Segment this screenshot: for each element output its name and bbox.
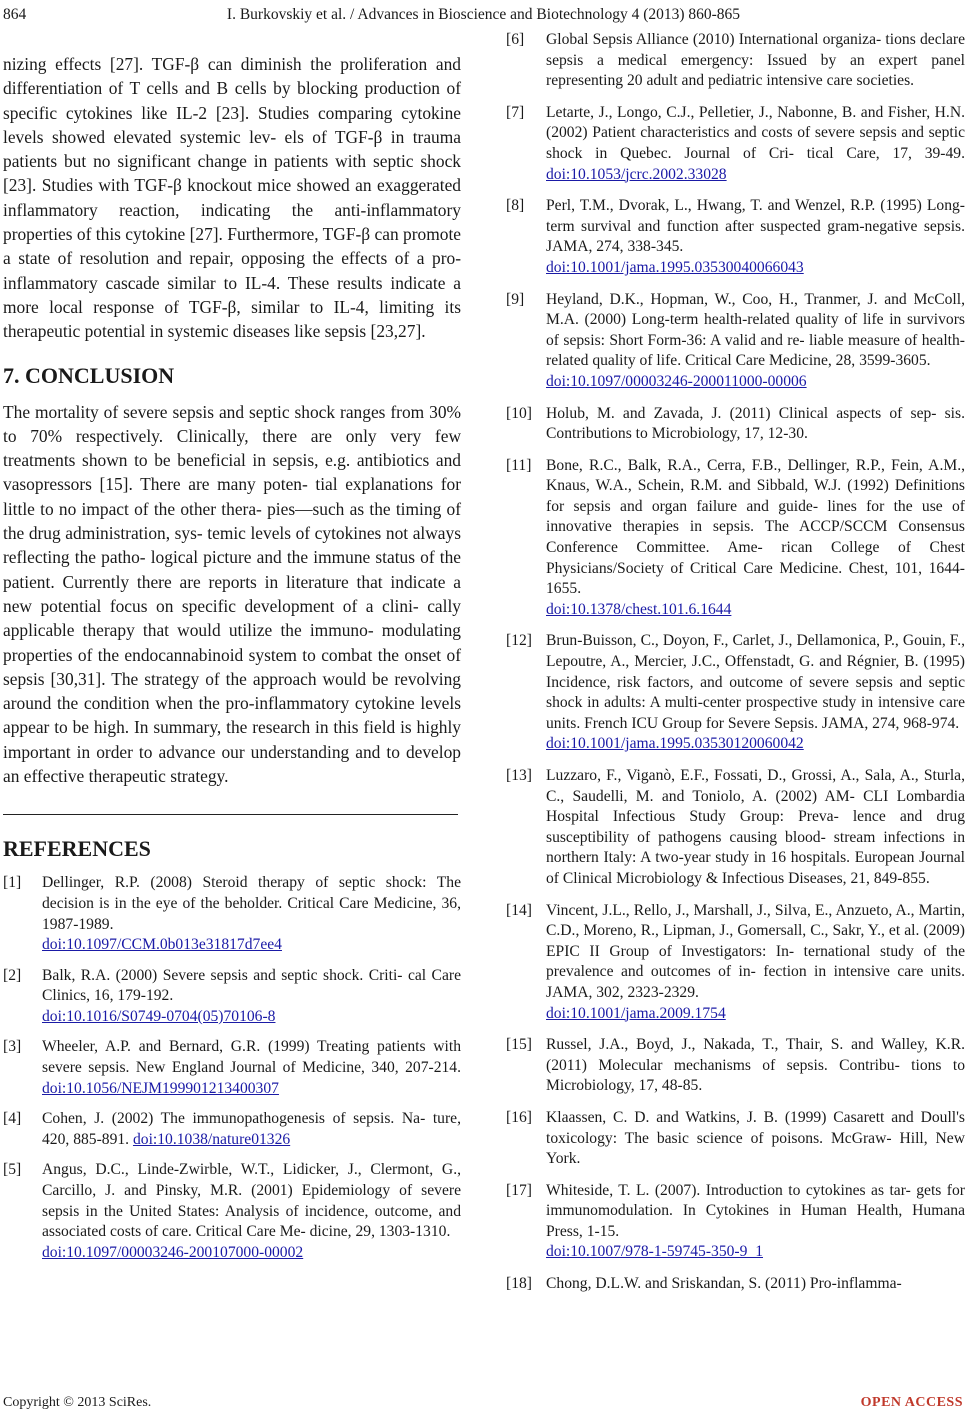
reference-number: [10] bbox=[506, 404, 532, 422]
doi-link[interactable]: doi:10.1001/jama.1995.03530120060042 bbox=[546, 735, 804, 753]
divider bbox=[3, 814, 458, 815]
reference-number: [16] bbox=[506, 1108, 532, 1126]
reference-item bbox=[3, 966, 461, 1028]
reference-text: Bone, R.C., Balk, R.A., Cerra, F.B., Dellinger, R.P., Fein, A.M., Knaus, W.A., Schein, R.M. and Sibbald, W.J. (1992) Definitions for sepsis and organ failure and guide- lines for the use of innovative therapies in sepsis. The ACCP/SCCM Consensus Conference Committee. Ame- rican College of Chest Physicians/Society of Critical Care Medicine. Chest, 101, 1644-1655. bbox=[546, 456, 965, 598]
reference-text: Angus, D.C., Linde-Zwirble, W.T., Lidicker, J., Clermont, G., Carcillo, J. and Pinsky, M.R. (2001) Epidemiology of severe sepsis in the United States: Analysis of incidence, outcome, and associated costs of care. Critical Care Me- dicine, 29, 1303-1310. bbox=[42, 1161, 461, 1241]
body-paragraph: nizing effects [27]. TGF-β can diminish the proliferation and differentiation of T cells and B cells by blocking production of specific cytokines like IL-2 [23]. Studies comparing cytokine levels showed elevated systemic lev- els of TGF-β in trauma patients but no significant change in patients with septic shock [23]. Studies with TGF-β knockout mice showed an exaggerated inflammatory reaction, indicating the anti-inflammatory properties of this cytokine [27]. Furthermore, TGF-β can promote a state of resolution and repair, opposing the effects of a pro-inflammatory cascade similar to IL-4. These results indicate a more local response of TGF-β, similar to IL-4, limiting its therapeutic potential in systemic diseases like sepsis [23,27]. bbox=[3, 54, 461, 342]
reference-item bbox=[506, 1181, 965, 1263]
reference-text: Chong, D.L.W. and Sriskandan, S. (2011) Pro-inflamma- bbox=[546, 1275, 902, 1293]
reference-item bbox=[506, 766, 965, 890]
reference-number: [18] bbox=[506, 1275, 532, 1293]
page-header bbox=[0, 4, 967, 26]
reference-item bbox=[506, 1108, 965, 1170]
doi-link[interactable]: doi:10.1007/978-1-59745-350-9_1 bbox=[546, 1243, 763, 1261]
reference-number: [14] bbox=[506, 901, 532, 919]
doi-link[interactable]: doi:10.1378/chest.101.6.1644 bbox=[546, 600, 732, 618]
copyright-notice: Copyright © 2013 SciRes. bbox=[3, 1395, 152, 1410]
references-heading: REFERENCES bbox=[3, 836, 151, 862]
reference-item bbox=[506, 103, 965, 185]
reference-number: [6] bbox=[506, 31, 525, 48]
reference-text: Luzzaro, F., Viganò, E.F., Fossati, D., Grossi, A., Sala, A., Sturla, C., Saudelli, M. and Toniolo, A. (2002) AM- CLI Lombardia Hospital Infectious Study Group: Preva- lence and drug susceptibility of pathogens causing blood- stream infections in northern Italy: A two-year study in 16 hospitals. European Journal of Clinical Microbiology & Infectious Diseases, 21, 849-855. bbox=[546, 767, 965, 887]
reference-text: Russel, J.A., Boyd, J., Nakada, T., Thair, S. and Walley, K.R. (2011) Molecular mechanisms of sepsis. Contribu- tions to Microbiology, 17, 48-85. bbox=[546, 1036, 965, 1095]
reference-item bbox=[506, 456, 965, 621]
reference-number: [5] bbox=[3, 1161, 22, 1179]
reference-number: [8] bbox=[506, 197, 525, 215]
open-access-label: OPEN ACCESS bbox=[860, 1395, 963, 1410]
reference-item bbox=[506, 290, 965, 393]
page-number: 864 bbox=[3, 6, 27, 23]
doi-link[interactable]: doi:10.1016/S0749-0704(05)70106-8 bbox=[42, 1007, 276, 1025]
reference-number: [3] bbox=[3, 1038, 22, 1056]
reference-number: [1] bbox=[3, 874, 22, 892]
doi-link[interactable]: doi:10.1097/00003246-200107000-00002 bbox=[42, 1243, 304, 1261]
reference-number: [4] bbox=[3, 1110, 22, 1128]
reference-text: Cohen, J. (2002) The immunopathogenesis of sepsis. Na- ture, 420, 885-891. bbox=[42, 1110, 461, 1148]
reference-text: Balk, R.A. (2000) Severe sepsis and septic shock. Criti- cal Care Clinics, 16, 179-192. bbox=[42, 966, 461, 1005]
doi-link[interactable]: doi:10.1001/jama.1995.03530040066043 bbox=[546, 258, 804, 276]
reference-number: [7] bbox=[506, 103, 525, 121]
reference-number: [11] bbox=[506, 456, 532, 474]
reference-item bbox=[506, 404, 965, 445]
reference-item bbox=[3, 1160, 461, 1263]
reference-number: [13] bbox=[506, 767, 532, 784]
reference-number: [9] bbox=[506, 290, 525, 308]
reference-item bbox=[506, 1035, 965, 1097]
doi-link[interactable]: doi:10.1038/nature01326 bbox=[132, 1130, 291, 1148]
section-heading: 7. CONCLUSION bbox=[3, 362, 175, 388]
reference-item bbox=[3, 873, 461, 955]
reference-text: Letarte, J., Longo, C.J., Pelletier, J., Nabonne, B. and Fisher, H.N. (2002) Patient characteristics and costs of severe sepsis and septic shock in Quebec. Journal of Cri- tical Care, 17, 39-49. bbox=[546, 103, 965, 162]
doi-link[interactable]: doi:10.1097/00003246-200011000-00006 bbox=[546, 372, 807, 390]
reference-text: Holub, M. and Zavada, J. (2011) Clinical aspects of sep- sis. Contributions to Microbiology, 17, 12-30. bbox=[546, 404, 965, 443]
running-head: I. Burkovskiy et al. / Advances in Bioscience and Biotechnology 4 (2013) 860-865 bbox=[226, 6, 741, 23]
reference-text: Wheeler, A.P. and Bernard, G.R. (1999) Treating patients with severe sepsis. New England Journal of Medicine, 340, 207-214. bbox=[42, 1038, 461, 1077]
reference-number: [12] bbox=[506, 632, 532, 650]
doi-link[interactable]: doi:10.1001/jama.2009.1754 bbox=[546, 1004, 726, 1022]
right-column bbox=[506, 30, 965, 1306]
body-paragraph: The mortality of severe sepsis and septic shock ranges from 30% to 70% respectively. Clinically, there are only very few treatments shown to be beneficial in sepsis, e.g. antibiotics and vasopressors [15]. There are many poten- tial explanations for little to no impact of the other thera- pies—such as the timing of the drug administration, sys- temic levels of cytokines not always reflecting the patho- logical picture and the immune status of the patient. Currently there are reports in literature that indicate a new potential focus on specific development of a clini- cally applicable therapy that would utilize the immuno- modulating properties of the endocannabinoid system to combat the onset of sepsis [30,31]. The strategy of the approach would be revolving around the condition when the pro-inflammatory cytokine levels appear to be high. In summary, the research in this field is highly important in order to advance our understanding and to develop an effective therapeutic strategy. bbox=[3, 401, 461, 787]
reference-text: Heyland, D.K., Hopman, W., Coo, H., Tranmer, J. and McColl, M.A. (2000) Long-term health-related quality of life in survivors of sepsis: Short Form-36: A valid and re- liable measure of health-related quality of life. Critical Care Medicine, 28, 3599-3605. bbox=[546, 290, 965, 370]
reference-item bbox=[506, 196, 965, 278]
reference-text: Vincent, J.L., Rello, J., Marshall, J., Silva, E., Anzueto, A., Martin, C.D., Moreno, R., Lipman, J., Gomersall, C., Sakr, Y., et al. (2009) EPIC II Group of Investigators: In- ternational study of the prevalence and outcomes of in- fection in intensive care units. JAMA, 302, 2323-2329. bbox=[546, 901, 965, 1001]
reference-item bbox=[506, 631, 965, 755]
reference-item bbox=[3, 1109, 461, 1150]
reference-number: [17] bbox=[506, 1181, 532, 1199]
reference-number: [2] bbox=[3, 966, 22, 984]
reference-item bbox=[506, 901, 965, 1025]
reference-text: Dellinger, R.P. (2008) Steroid therapy of septic shock: The decision is in the eye of the beholder. Critical Care Medicine, 36, 1987-1989. bbox=[42, 874, 461, 933]
doi-link[interactable]: doi:10.1053/jcrc.2002.33028 bbox=[546, 165, 727, 183]
reference-text: Whiteside, T. L. (2007). Introduction to cytokines as tar- gets for immunomodulation. In Cytokines in Human Health, Humana Press, 1-15. bbox=[546, 1181, 965, 1240]
left-column bbox=[3, 52, 461, 1273]
reference-item bbox=[3, 1037, 461, 1099]
reference-text: Brun-Buisson, C., Doyon, F., Carlet, J., Dellamonica, P., Gouin, F., Lepoutre, A., Mercier, J.C., Offenstadt, G. and Régnier, B. (1995) Incidence, risk factors, and outcome of severe sepsis and septic shock in adults: A multi-center prospective study in intensive care units. French ICU Group for Severe Sepsis. JAMA, 274, 968-974. bbox=[546, 632, 965, 732]
doi-link[interactable]: doi:10.1056/NEJM199901213400307 bbox=[42, 1079, 279, 1097]
reference-text: Global Sepsis Alliance (2010) International organiza- tions declare sepsis a medical emergency: Issued by an expert panel representing 20 adult and pediatric intensive care societies. bbox=[546, 31, 965, 90]
reference-item bbox=[506, 1274, 965, 1295]
reference-item bbox=[506, 30, 965, 92]
reference-number: [15] bbox=[506, 1036, 532, 1054]
reference-text: Klaassen, C. D. and Watkins, J. B. (1999) Casarett and Doull's toxicology: The basic science of poisons. McGraw- Hill, New York. bbox=[546, 1108, 965, 1168]
doi-link[interactable]: doi:10.1097/CCM.0b013e31817d7ee4 bbox=[42, 936, 282, 954]
reference-text: Perl, T.M., Dvorak, L., Hwang, T. and Wenzel, R.P. (1995) Long-term survival and function after suspected gram-negative sepsis. JAMA, 274, 338-345. bbox=[546, 197, 965, 256]
